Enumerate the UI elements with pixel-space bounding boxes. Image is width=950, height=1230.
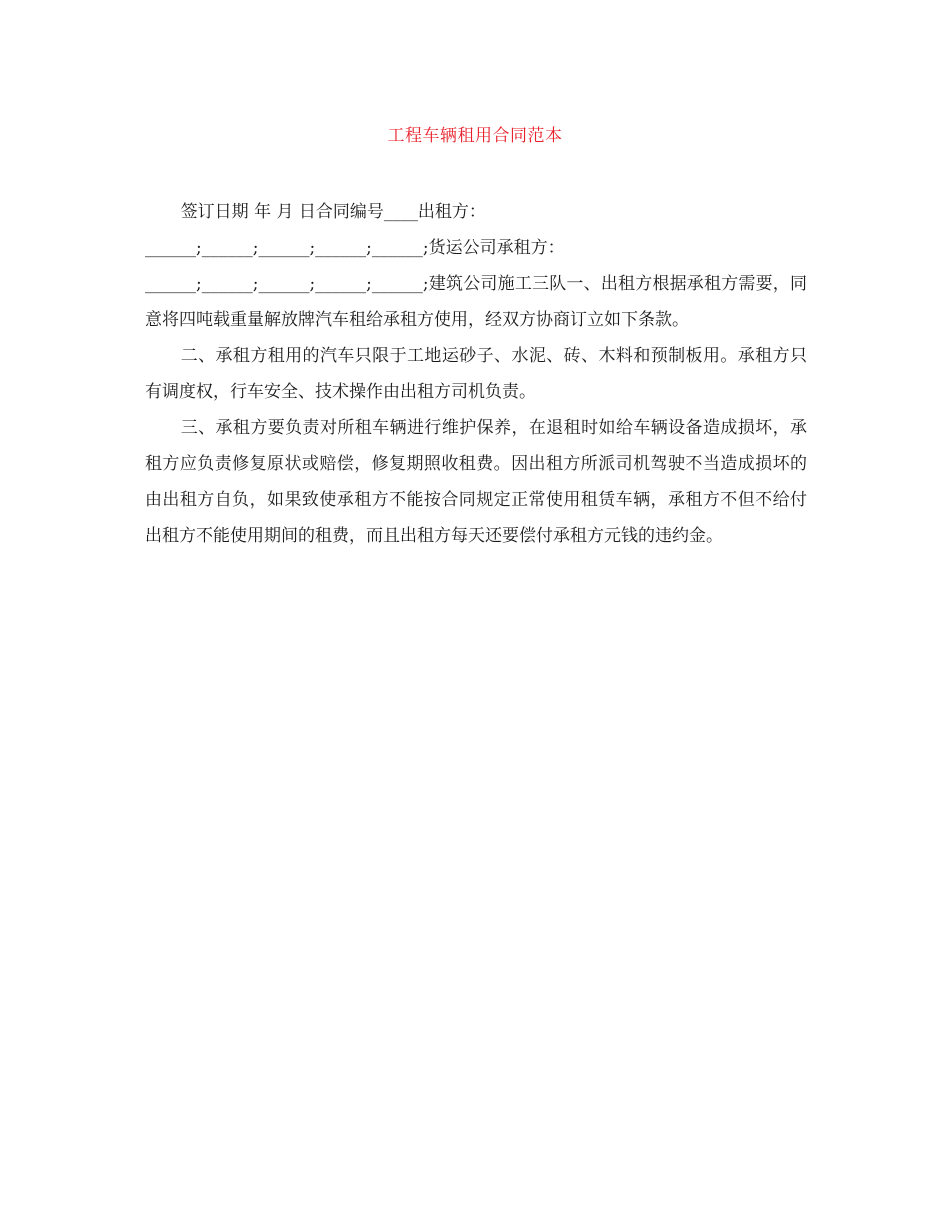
document-title: 工程车辆租用合同范本 [387, 126, 563, 146]
paragraph-clause-three: 三、承租方要负责对所租车辆进行维护保养，在退租时如给车辆设备造成损坏，承租方应负责修复原状或赔偿，修复期照收租费。因出租方所派司机驾驶不当造成损坏的由出租方自负，如果致使承租方不能按合同规定正常使用租赁车辆，承租方不但不给付出租方不能使用期间的租费，而且出租方每天还要偿付承租方元钱的违约金。 [145, 418, 807, 546]
paragraph-lessee-clause-one: ______;______;______;______;______;建筑公司施工三队一、出租方根据承租方需要，同意将四吨载重量解放牌汽车租给承租方使用，经双方协商订立如下条款。 [145, 274, 807, 330]
paragraph-lessor-blanks: ______;______;______;______;______;货运公司承租方： [145, 238, 565, 258]
paragraph-clause-two: 二、承租方租用的汽车只限于工地运砂子、水泥、砖、木料和预制板用。承租方只有调度权，行车安全、技术操作由出租方司机负责。 [145, 346, 807, 402]
paragraph-signing-info: 签订日期 年 月 日合同编号____出租方： [180, 202, 486, 222]
document-body [145, 194, 807, 554]
